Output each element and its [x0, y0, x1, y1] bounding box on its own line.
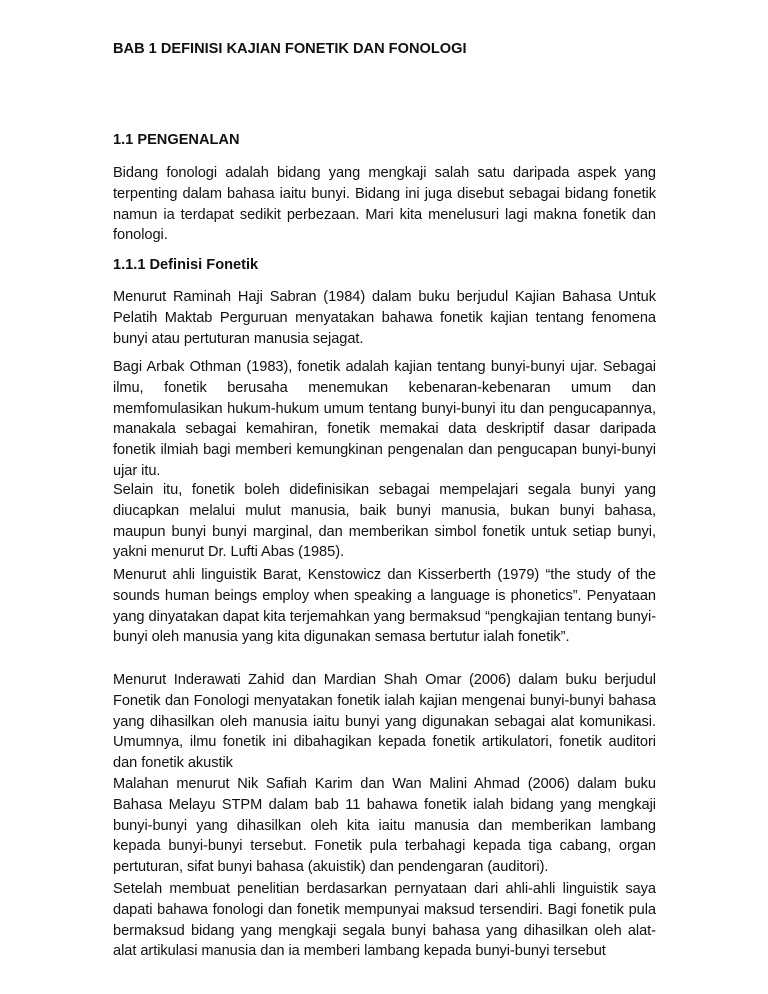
section-title: 1.1 PENGENALAN: [113, 132, 240, 148]
subsection-title: 1.1.1 Definisi Fonetik: [113, 257, 259, 273]
paragraph-introduction: Bidang fonologi adalah bidang yang mengkaji salah satu daripada aspek yang terpenting dalam bahasa iaitu bunyi. Bidang ini juga disebut sebagai bidang fonetik namun ia terdapat sedikit perbezaan. Mari kita menelusuri lagi makna fonetik dan fonologi.: [113, 165, 656, 244]
paragraph-conclusion: Setelah membuat penelitian berdasarkan pernyataan dari ahli-ahli linguistik saya dapati bahawa fonologi dan fonetik mempunyai maksud tersendiri. Bagi fonetik pula bermaksud bidang yang mengkaji segala bunyi bahasa yang dihasilkan oleh alat-alat artikulasi manusia dan ia memberi lambang kepada bunyi-bunyi tersebut: [113, 881, 656, 960]
paragraph-nik-safiah: Malahan menurut Nik Safiah Karim dan Wan Malini Ahmad (2006) dalam buku Bahasa Melayu STPM dalam bab 11 bahawa fonetik ialah bidang yang mengkaji bunyi-bunyi yang dihasilkan oleh kita iaitu manusia dan memberikan lambang kepada bunyi-bunyi tersebut. Fonetik pula terbahagi kepada tiga cabang, organ pertuturan, sifat bunyi bahasa (akuistik) dan pendengaran (auditori).: [113, 776, 656, 876]
paragraph-kenstowicz: Menurut ahli linguistik Barat, Kenstowicz dan Kisserberth (1979) “the study of the sounds human beings employ when speaking a language is phonetics”. Penyataan yang dinyatakan dapat kita terjemahkan yang bermaksud “pengkajian tentang bunyi-bunyi oleh manusia yang kita digunakan semasa bertutur ialah fonetik”.: [113, 567, 656, 646]
chapter-title: BAB 1 DEFINISI KAJIAN FONETIK DAN FONOLOGI: [113, 41, 467, 57]
paragraph-lufti: Selain itu, fonetik boleh didefinisikan sebagai mempelajari segala bunyi yang diucapkan melalui mulut manusia, baik bunyi manusia, bukan bunyi bahasa, maupun bunyi bunyi marginal, dan memberikan simbol fonetik untuk setiap bunyi, yakni menurut Dr. Lufti Abas (1985).: [113, 482, 656, 561]
paragraph-raminah: Menurut Raminah Haji Sabran (1984) dalam buku berjudul Kajian Bahasa Untuk Pelatih Maktab Perguruan menyatakan bahawa fonetik kajian tentang fenomena bunyi atau pertuturan manusia sejagat.: [113, 289, 656, 347]
paragraph-arbak: Bagi Arbak Othman (1983), fonetik adalah kajian tentang bunyi-bunyi ujar. Sebagai ilmu, fonetik berusaha menemukan kebenaran-kebenaran umum dan memfomulasikan hukum-hukum umum tentang bunyi-bunyi itu dan pengucapannya, manakala sebagai kemahiran, fonetik memakai data deskriptif dasar daripada fonetik ilmiah bagi memberi kemungkinan pengenalan dan pengucapan bunyi-bunyi ujar itu.: [113, 359, 656, 479]
paragraph-inderawati: Menurut Inderawati Zahid dan Mardian Shah Omar (2006) dalam buku berjudul Fonetik dan Fonologi menyatakan fonetik ialah kajian mengenai bunyi-bunyi bahasa yang dihasilkan oleh manusia iaitu bunyi yang digunakan sebagai alat komunikasi. Umumnya, ilmu fonetik ini dibahagikan kepada fonetik artikulatori, fonetik auditori dan fonetik akustik: [113, 672, 656, 772]
